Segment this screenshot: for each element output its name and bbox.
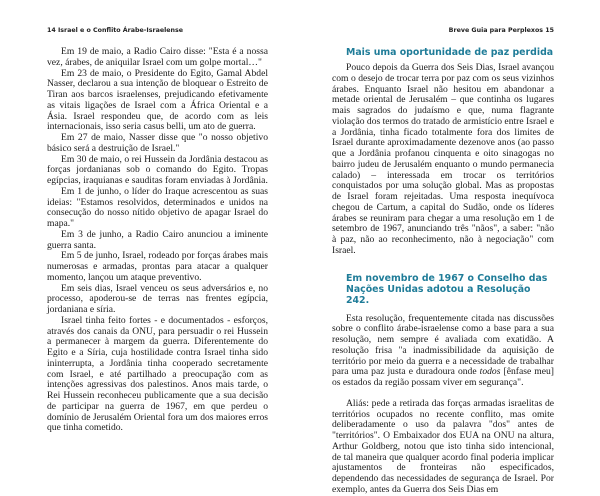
emphasis: todos — [479, 366, 501, 378]
paragraph: Em 1 de junho, o líder do Iraque acrescentou as suas ideias: "Estamos resolvidos, determinados e unidos na consecução do nosso nítido objetivo de apagar Israel do mapa." — [47, 185, 268, 229]
section-1-body — [332, 63, 554, 257]
right-page — [300, 0, 600, 496]
paragraph: Aliás: pede a retirada das forças armadas israelitas de territórios ocupados no recente conflito, mas omite deliberadamente o uso da palavra "dos" antes de "territórios". O Embaixador dos EUA na ONU na altura, Arthur Goldberg, notou que isto tinha sido intencional, de tal maneira que qualquer acordo final poderia implicar ajustamentos de fronteiras não especificados, dependendo das necessidades de segurança de Israel. Por exemplo, antes da Guerra dos Seis Dias em — [332, 397, 554, 495]
right-page-body — [332, 47, 554, 496]
left-page — [0, 0, 300, 463]
paragraph: Em 5 de junho, Israel, rodeado por forças árabes mais numerosas e armadas, prontas para atacar a qualquer momento, lançou um ataque preventivo. — [47, 250, 268, 283]
paragraph: Em 23 de maio, o Presidente do Egito, Gamal Abdel Nasser, declarou a sua intenção de bloquear o Estreito de Tiran aos barcos israelenses, prejudicando efetivamente as vitais ligações de Israel com a África Oriental e a Ásia. Israel respondeu que, de acordo com as leis internacionais, isso seria casus belli, um ato de guerra. — [47, 67, 268, 133]
text: [ênfase meu] os estados da região possam viver em segurança". — [332, 366, 554, 388]
paragraph: Em 30 de maio, o rei Hussein da Jordânia destacou as forças jordanianas sob o comando do Egito. Tropas egípcias, iraquianas e sauditas foram enviadas à Jordânia. — [47, 153, 268, 186]
paragraph: Em seis dias, Israel venceu os seus adversários e, no processo, apoderou-se de terras nas frentes egípcia, jordaniana e síria. — [47, 282, 268, 315]
section-heading: Em novembro de 1967 o Conselho das Nações Unidas adotou a Resolução 242. — [346, 272, 548, 306]
paragraph — [332, 314, 554, 389]
paragraph: Em 19 de maio, a Radio Cairo disse: "Esta é a nossa vez, árabes, de aniquilar Israel com um golpe mortal…" — [47, 46, 268, 68]
paragraph: Em 27 de maio, Nasser disse que "o nosso objetivo básico será a destruição de Israel." — [47, 132, 268, 154]
left-page-body — [47, 47, 268, 434]
text: Esta resolução, frequentemente citada nas discussões sobre o conflito árabe-israelense como a base para a sua resolução, nem sempre é avaliada com exatidão. A resolução frisa "a inadmissibilidade da aquisição de território por meio da guerra e a necessidade de trabalhar para uma paz justa e duradoura onde — [332, 312, 554, 378]
running-head-right: Breve Guia para Perplexos 15 — [448, 27, 554, 34]
paragraph: Pouco depois da Guerra dos Seis Dias, Israel avançou com o desejo de trocar terra por paz com os seus vizinhos árabes. Enquanto Israel não hesitou em abandonar a metade oriental de Jerusalém – que continha os lugares mais sagrados do judaísmo e que, numa flagrante violação dos termos do tratado de armistício entre Israel e a Jordânia, tinha ficado totalmente fora dos limites de Israel durante aproximadamente dezenove anos (ao passo que a Jordânia profanou cinquenta e oito sinagogas no bairro judeu de Jerusalém enquanto o mundo permanecia calado) – interessada em trocar os territórios conquistados por uma solução global. Mas as propostas de Israel foram rejeitadas. Uma resposta inequívoca chegou de Cartum, a capital do Sudão, onde os líderes árabes se reuniram para chegar a uma resolução em 1 de setembro de 1967, anunciando três "nãos", a saber: "não à paz, não ao reconhecimento, não à negociação" com Israel. — [332, 62, 554, 256]
paragraph: Em 3 de junho, a Radio Cairo anunciou a iminente guerra santa. — [47, 228, 268, 251]
paragraph: Israel tinha feito fortes - e documentados - esforços, através dos canais da ONU, para persuadir o rei Hussein a permanecer à margem da guerra. Diferentemente do Egito e a Síria, cuja hostilidade contra Israel tinha sido ininterrupta, a Jordânia tinha cooperado secretamente com Israel, e até partilhado a preocupação com as intenções agressivas dos palestinos. Anos mais tarde, o Rei Hussein reconheceu publicamente que a sua decisão de participar na guerra de 1967, em que perdeu o domínio de Jerusalém Oriental fora um dos maiores erros que tinha cometido. — [47, 314, 268, 434]
section-heading: Mais uma oportunidade de paz perdida — [346, 47, 554, 58]
running-head-left: 14 Israel e o Conflito Árabe-Israelense — [47, 27, 184, 34]
section-2-body — [332, 314, 554, 496]
